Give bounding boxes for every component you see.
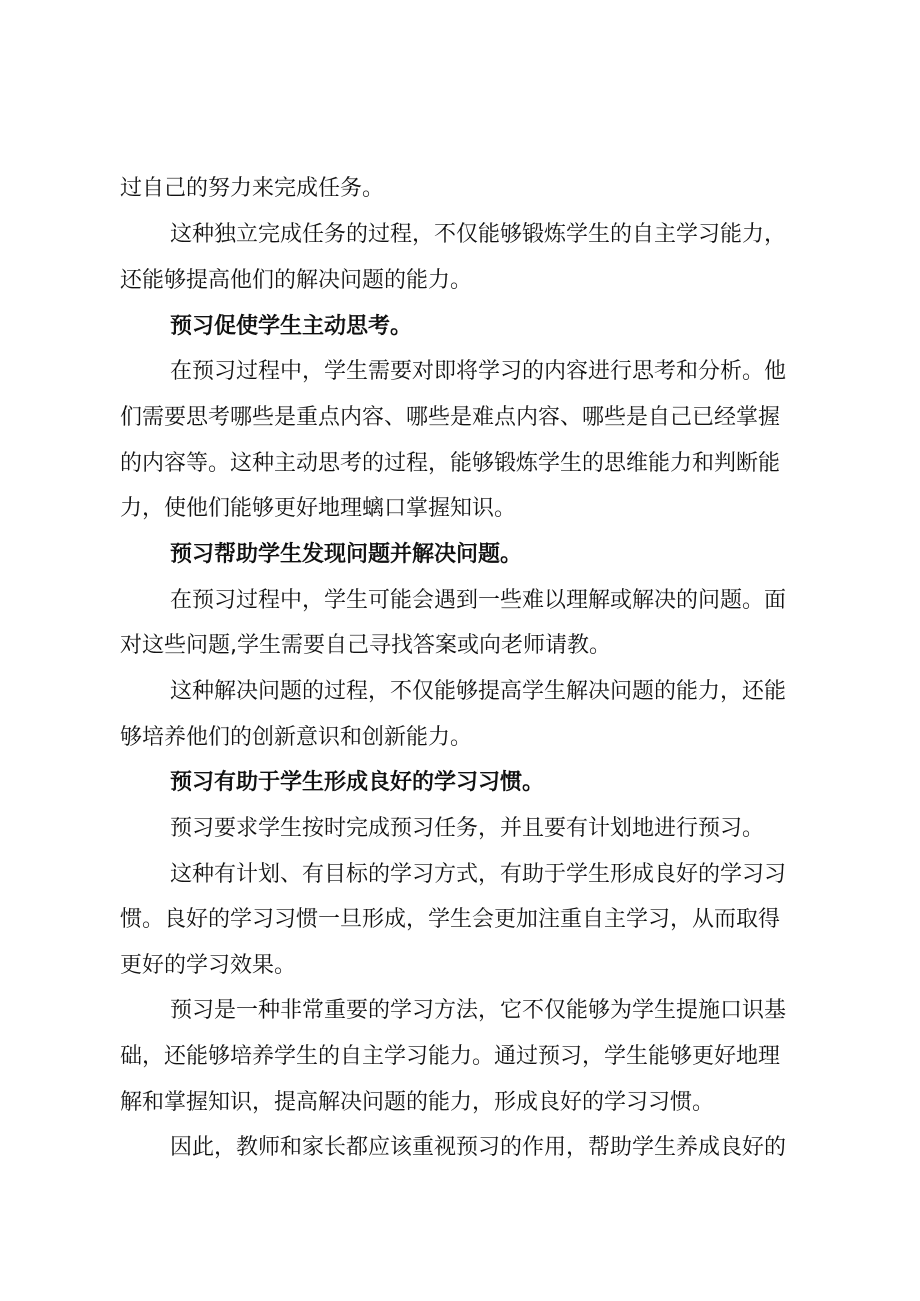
section-heading: 预习有助于学生形成良好的学习习惯。	[170, 770, 545, 795]
paragraph-line: 这种独立完成任务的过程，不仅能够锻炼学生的自主学习能力，	[170, 222, 787, 247]
paragraph-line: 的内容等。这种主动思考的过程，能够锻炼学生的思维能力和判断能	[120, 451, 781, 476]
paragraph-line: 够培养他们的创新意识和创新能力。	[120, 725, 473, 750]
section-heading: 预习帮助学生发现问题并解决问题。	[170, 542, 523, 567]
paragraph-line: 更好的学习效果。	[120, 953, 297, 978]
paragraph-line: 因此，教师和家长都应该重视预习的作用，帮助学生养成良好的	[170, 1135, 787, 1160]
paragraph-line: 在预习过程中，学生可能会遇到一些难以理解或解决的问题。面	[170, 588, 787, 613]
paragraph-line: 在预习过程中，学生需要对即将学习的内容进行思考和分析。他	[170, 359, 787, 384]
paragraph-line: 还能够提高他们的解决问题的能力。	[120, 268, 473, 293]
section-heading: 预习促使学生主动思考。	[170, 314, 413, 339]
paragraph-line: 惯。良好的学习习惯一旦形成，学生会更加注重自主学习，从而取得	[120, 907, 781, 932]
paragraph-line: 这种解决问题的过程，不仅能够提高学生解决问题的能力，还能	[170, 679, 787, 704]
paragraph-line: 这种有计划、有目标的学习方式，有助于学生形成良好的学习习	[170, 862, 787, 887]
paragraph-line: 预习要求学生按时完成预习任务，并且要有计划地进行预习。	[170, 816, 765, 841]
paragraph-line: 解和掌握知识，提高解决问题的能力，形成良好的学习习惯。	[120, 1090, 715, 1115]
paragraph-line: 预习是一种非常重要的学习方法，它不仅能够为学生提施口识基	[170, 998, 787, 1023]
paragraph-line: 们需要思考哪些是重点内容、哪些是难点内容、哪些是自己已经掌握	[120, 405, 781, 430]
text-line-continuation: 过自己的努力来完成任务。	[120, 176, 385, 201]
paragraph-line: 力，使他们能够更好地理螭口掌握知识。	[120, 496, 517, 521]
paragraph-line: 对这些问题,学生需要自己寻找答案或向老师请教。	[120, 633, 611, 658]
paragraph-line: 础，还能够培养学生的自主学习能力。通过预习，学生能够更好地理	[120, 1044, 781, 1069]
